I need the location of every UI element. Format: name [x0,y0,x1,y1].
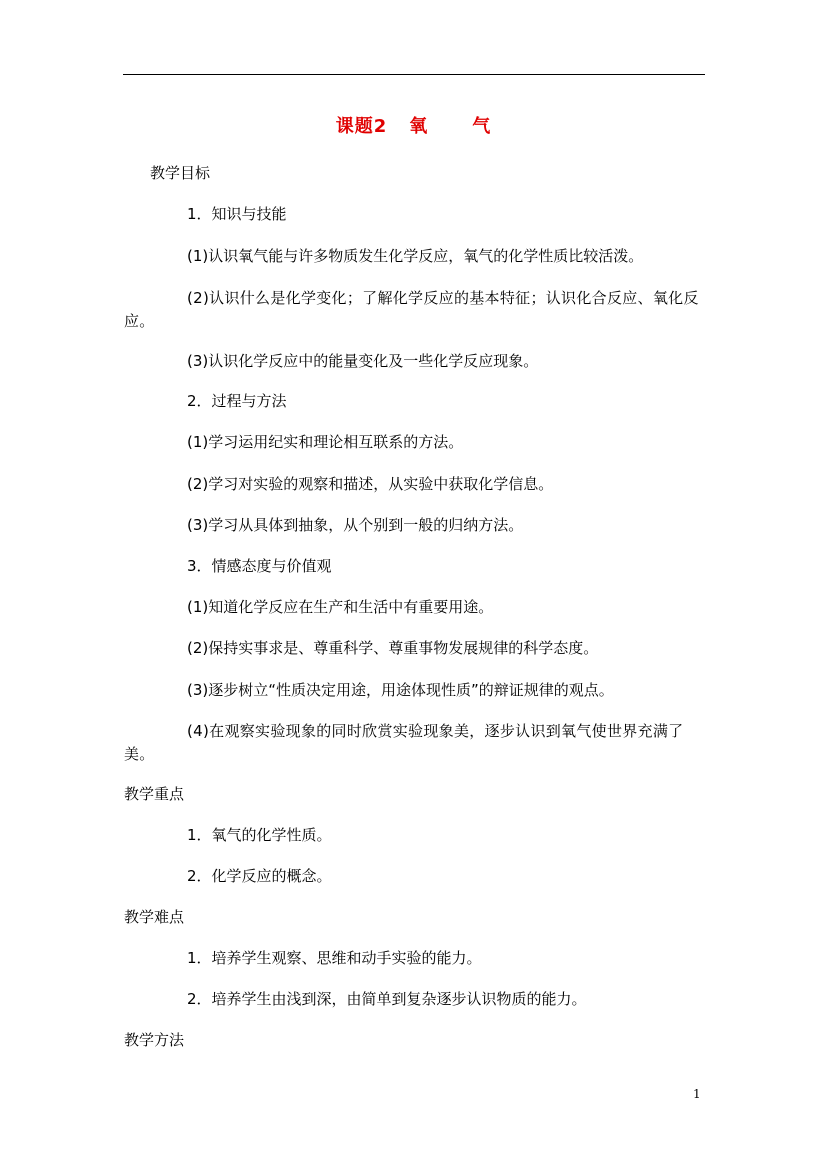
difficult-item-1: 1．培养学生观察、思维和动手实验的能力。 [187,949,482,967]
emotion-item-3: (3)逐步树立“性质决定用途，用途体现性质”的辩证规律的观点。 [187,681,614,699]
emotion-item-1: (1)知道化学反应在生产和生活中有重要用途。 [187,598,494,616]
document-title [0,112,827,138]
knowledge-item-1: (1)认识氧气能与许多物质发生化学反应，氧气的化学性质比较活泼。 [187,247,644,265]
section-goals: 教学目标 [150,164,211,182]
process-heading: 2．过程与方法 [187,392,287,410]
section-key: 教学重点 [124,785,185,803]
process-item-3: (3)学习从具体到抽象，从个别到一般的归纳方法。 [187,516,524,534]
emotion-item-2: (2)保持实事求是、尊重科学、尊重事物发展规律的科学态度。 [187,639,599,657]
title-char-1: 氧 [409,116,429,137]
key-item-2: 2．化学反应的概念。 [187,867,332,885]
header-rule [123,74,705,75]
page-number: 1 [693,1087,701,1101]
difficult-item-2: 2．培养学生由浅到深，由简单到复杂逐步认识物质的能力。 [187,990,587,1008]
process-item-1: (1)学习运用纪实和理论相互联系的方法。 [187,433,464,451]
section-method: 教学方法 [124,1031,185,1049]
knowledge-heading: 1．知识与技能 [187,205,287,223]
title-char-2: 气 [472,116,492,137]
emotion-item-4: (4)在观察实验现象的同时欣赏实验现象美，逐步认识到氧气使世界充满了美。 [124,722,684,763]
section-difficult: 教学难点 [124,908,185,926]
knowledge-item-3: (3)认识化学反应中的能量变化及一些化学反应现象。 [187,352,539,370]
process-item-2: (2)学习对实验的观察和描述，从实验中获取化学信息。 [187,475,554,493]
key-item-1: 1．氧气的化学性质。 [187,826,332,844]
knowledge-item-2: (2)认识什么是化学变化；了解化学反应的基本特征；认识化合反应、氧化反应。 [124,289,699,330]
emotion-heading: 3．情感态度与价值观 [187,557,332,575]
title-prefix: 课题2 [335,116,388,137]
